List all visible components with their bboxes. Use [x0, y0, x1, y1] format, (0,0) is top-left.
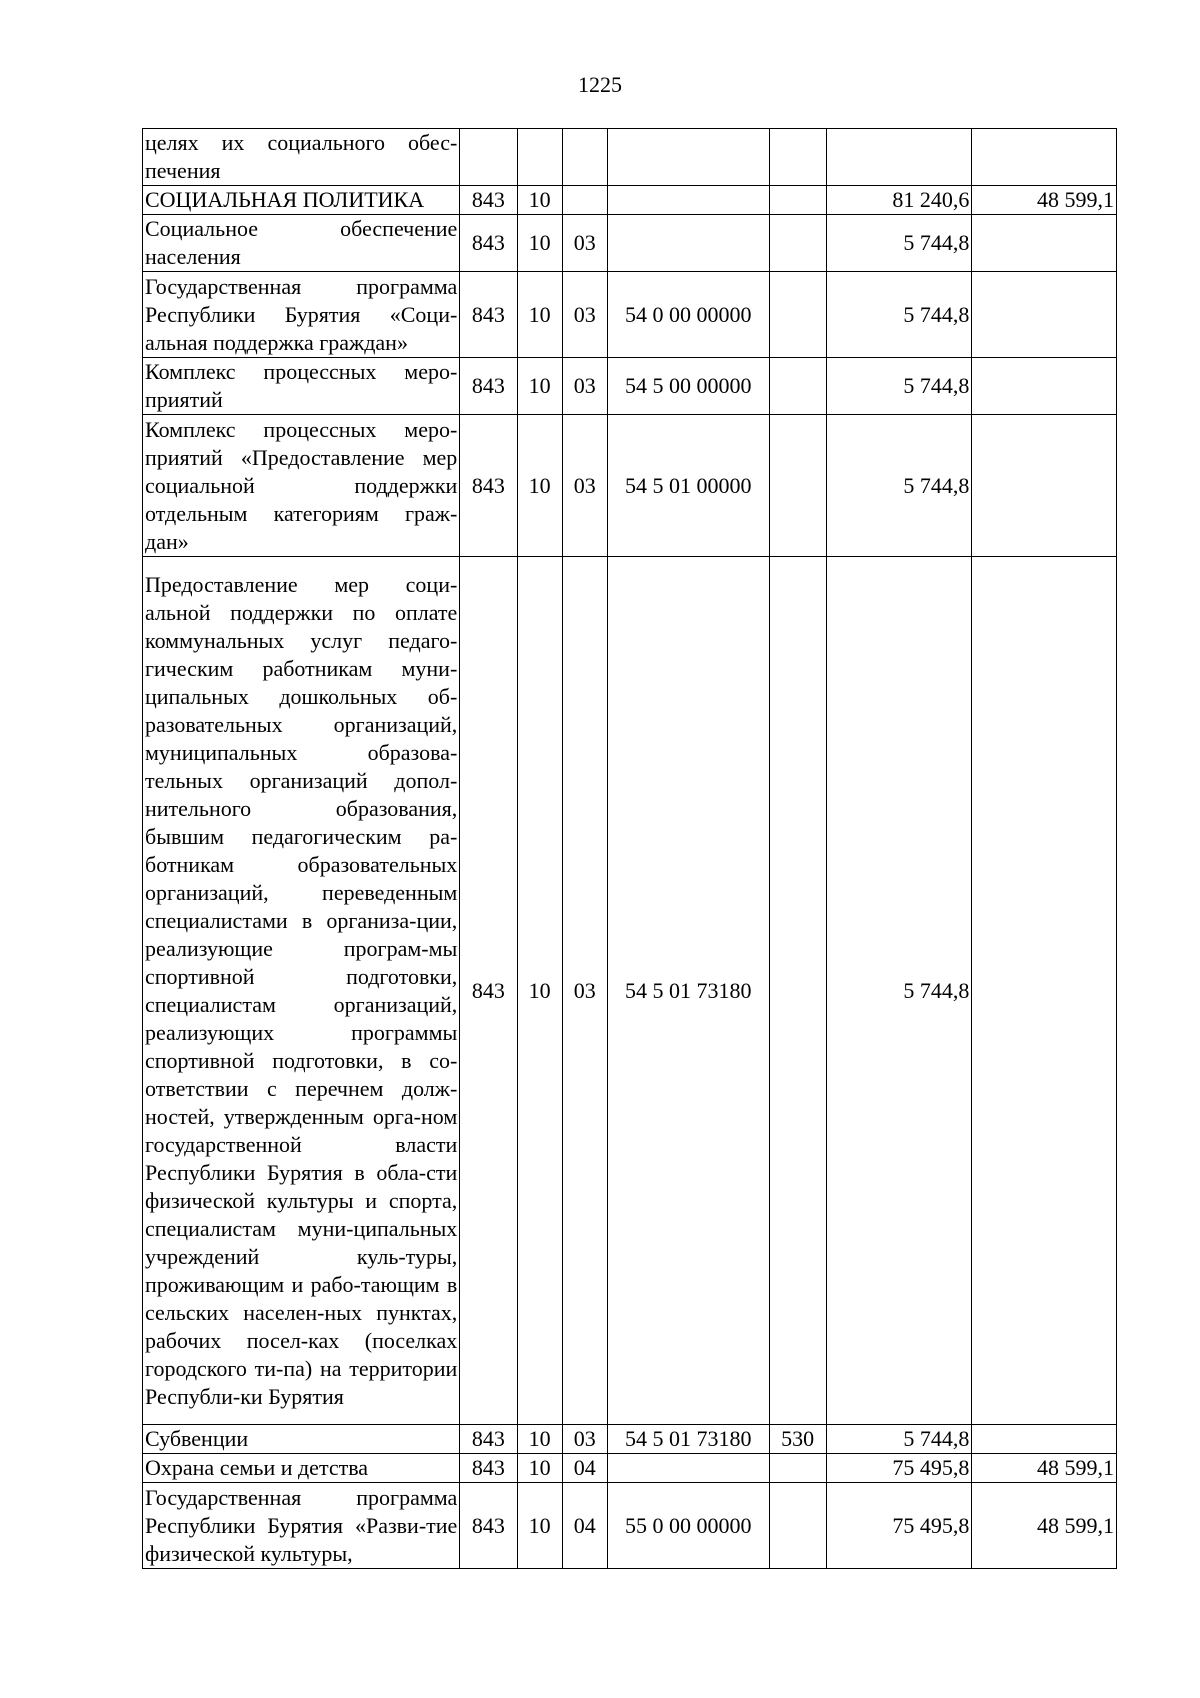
table-row [143, 1483, 1117, 1569]
subsection-code-cell: 03 [562, 215, 607, 272]
table-row [143, 272, 1117, 358]
expense-type-cell: 530 [769, 1425, 826, 1454]
amount-1-cell: 5 744,8 [826, 272, 972, 358]
subsection-code-cell: 03 [562, 1425, 607, 1454]
subsection-code-cell: 03 [562, 272, 607, 358]
ministry-code-cell: 843 [460, 557, 517, 1425]
section-code-cell: 10 [517, 215, 562, 272]
table-row [143, 186, 1117, 215]
ministry-code-cell: 843 [460, 1425, 517, 1454]
section-code-cell: 10 [517, 186, 562, 215]
expense-type-cell [769, 215, 826, 272]
target-article-cell: 54 5 01 73180 [607, 557, 769, 1425]
table-row [143, 358, 1117, 415]
section-code-cell: 10 [517, 358, 562, 415]
expense-type-cell [769, 557, 826, 1425]
target-article-cell [607, 186, 769, 215]
ministry-code-cell: 843 [460, 358, 517, 415]
section-code-cell: 10 [517, 415, 562, 557]
section-code-cell: 10 [517, 557, 562, 1425]
table-row [143, 1454, 1117, 1483]
row-name-cell: Социальное обеспечение населения [143, 215, 460, 272]
amount-1-cell: 5 744,8 [826, 215, 972, 272]
budget-table-body [143, 129, 1117, 1569]
table-row [143, 415, 1117, 557]
target-article-cell: 54 0 00 00000 [607, 272, 769, 358]
amount-1-cell: 81 240,6 [826, 186, 972, 215]
ministry-code-cell: 843 [460, 1483, 517, 1569]
target-article-cell [607, 215, 769, 272]
subsection-code-cell: 03 [562, 557, 607, 1425]
budget-table [142, 128, 1117, 1569]
row-name-cell: Комплекс процессных меро-приятий «Предоставление мер социальной поддержки отдельным категориям граж-дан» [143, 415, 460, 557]
expense-type-cell [769, 1454, 826, 1483]
amount-2-cell [972, 415, 1117, 557]
ministry-code-cell: 843 [460, 415, 517, 557]
target-article-cell [607, 129, 769, 186]
subsection-code-cell [562, 129, 607, 186]
table-row [143, 129, 1117, 186]
target-article-cell: 55 0 00 00000 [607, 1483, 769, 1569]
section-code-cell: 10 [517, 272, 562, 358]
expense-type-cell [769, 1483, 826, 1569]
section-code-cell: 10 [517, 1483, 562, 1569]
amount-2-cell [972, 358, 1117, 415]
target-article-cell: 54 5 01 00000 [607, 415, 769, 557]
subsection-code-cell: 04 [562, 1483, 607, 1569]
amount-1-cell: 5 744,8 [826, 557, 972, 1425]
target-article-cell [607, 1454, 769, 1483]
amount-1-cell: 5 744,8 [826, 415, 972, 557]
row-name-cell: Комплекс процессных меро-приятий [143, 358, 460, 415]
section-code-cell: 10 [517, 1454, 562, 1483]
ministry-code-cell: 843 [460, 1454, 517, 1483]
target-article-cell: 54 5 00 00000 [607, 358, 769, 415]
expense-type-cell [769, 415, 826, 557]
amount-2-cell: 48 599,1 [972, 1483, 1117, 1569]
expense-type-cell [769, 186, 826, 215]
amount-1-cell: 5 744,8 [826, 358, 972, 415]
section-code-cell: 10 [517, 1425, 562, 1454]
row-name-cell: Охрана семьи и детства [143, 1454, 460, 1483]
expense-type-cell [769, 358, 826, 415]
amount-2-cell [972, 1425, 1117, 1454]
subsection-code-cell: 03 [562, 358, 607, 415]
amount-1-cell: 75 495,8 [826, 1454, 972, 1483]
expense-type-cell [769, 129, 826, 186]
amount-2-cell [972, 129, 1117, 186]
ministry-code-cell: 843 [460, 186, 517, 215]
amount-1-cell [826, 129, 972, 186]
amount-1-cell: 5 744,8 [826, 1425, 972, 1454]
amount-2-cell [972, 557, 1117, 1425]
row-name-cell: Государственная программа Республики Бурятия «Разви-тие физической культуры, [143, 1483, 460, 1569]
amount-2-cell: 48 599,1 [972, 186, 1117, 215]
ministry-code-cell: 843 [460, 272, 517, 358]
page-number: 1225 [578, 72, 622, 97]
table-row [143, 1425, 1117, 1454]
section-code-cell [517, 129, 562, 186]
ministry-code-cell [460, 129, 517, 186]
row-name-cell: Государственная программа Республики Бурятия «Соци-альная поддержка граждан» [143, 272, 460, 358]
row-name-cell: Субвенции [143, 1425, 460, 1454]
subsection-code-cell: 04 [562, 1454, 607, 1483]
subsection-code-cell [562, 186, 607, 215]
amount-2-cell [972, 215, 1117, 272]
row-name-cell: целях их социального обес-печения [143, 129, 460, 186]
row-name-cell: СОЦИАЛЬНАЯ ПОЛИТИКА [143, 186, 460, 215]
subsection-code-cell: 03 [562, 415, 607, 557]
amount-2-cell [972, 272, 1117, 358]
table-row [143, 215, 1117, 272]
row-name-cell: Предоставление мер соци-альной поддержки по оплате коммунальных услуг педаго-гическим работникам муни-ципальных дошкольных об-разовательных организаций, муниципальных образова-тельных организаций допол-нительного образования, бывшим педагогическим ра-ботникам образовательных организаций, переведенным специалистами в организа-ции, реализующие програм-мы спортивной подготовки, специалистам организаций, реализующих программы спортивной подготовки, в со-ответствии с перечнем долж-ностей, утвержденным орга-ном государственной власти Республики Бурятия в обла-сти физической культуры и спорта, специалистам муни-ципальных учреждений куль-туры, проживающим и рабо-тающим в сельских населен-ных пунктах, рабочих посел-ках (поселках городского ти-па) на территории Республи-ки Бурятия [143, 557, 460, 1425]
ministry-code-cell: 843 [460, 215, 517, 272]
amount-2-cell: 48 599,1 [972, 1454, 1117, 1483]
amount-1-cell: 75 495,8 [826, 1483, 972, 1569]
expense-type-cell [769, 272, 826, 358]
target-article-cell: 54 5 01 73180 [607, 1425, 769, 1454]
table-row [143, 557, 1117, 1425]
